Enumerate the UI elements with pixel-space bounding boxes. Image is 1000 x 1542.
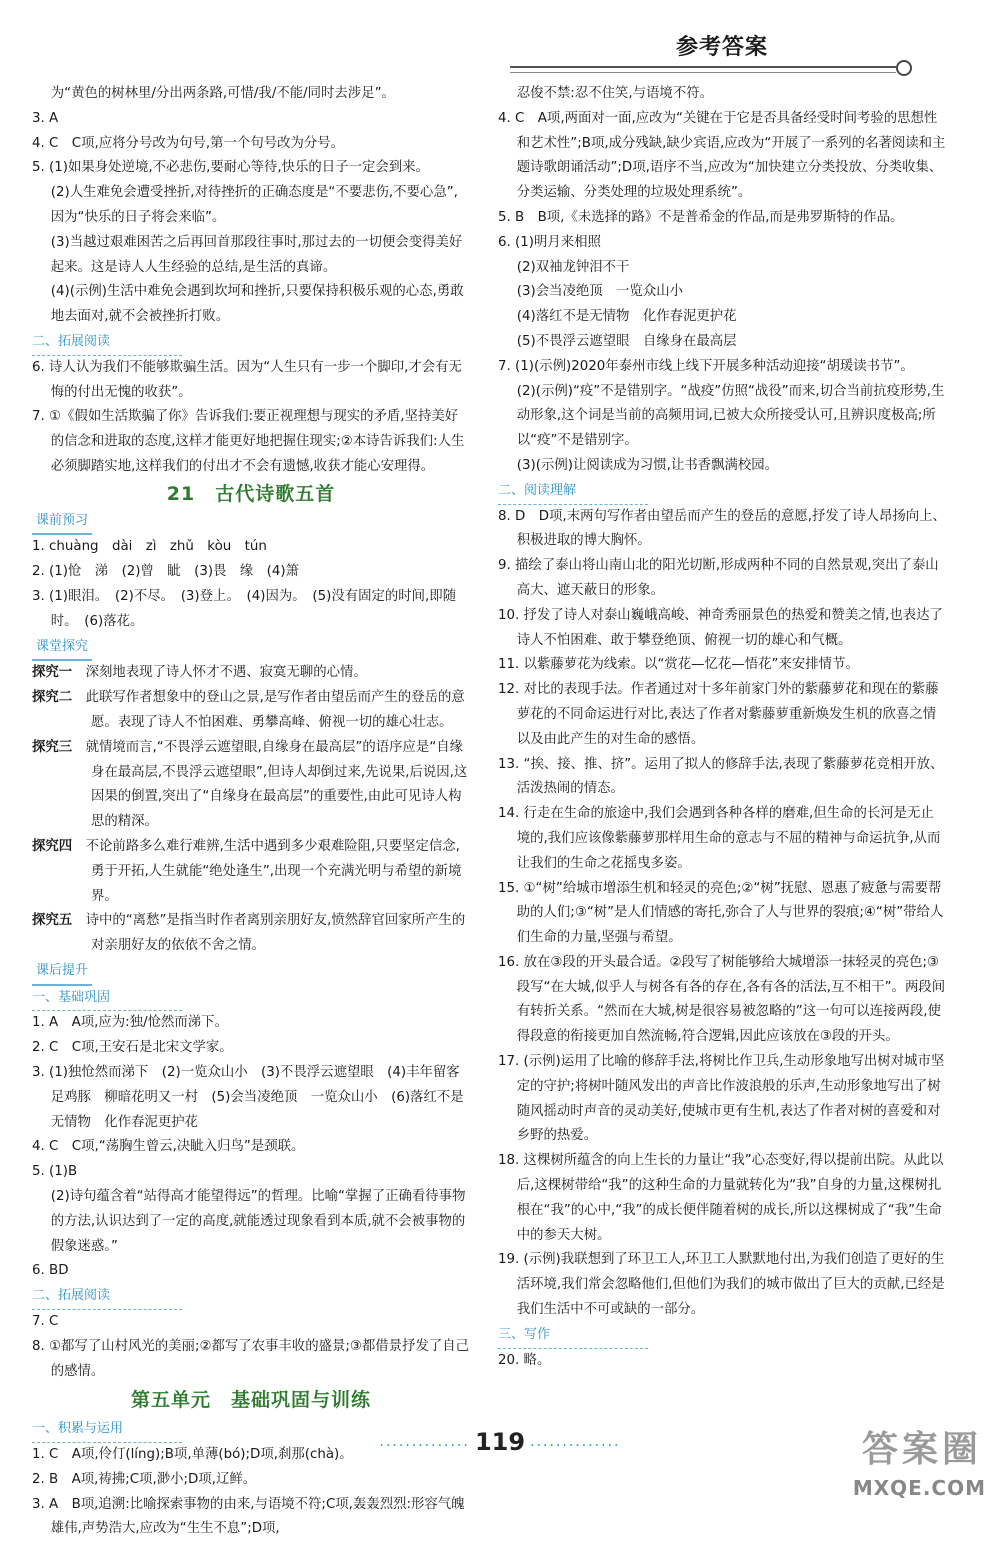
- answer-item: (3)当越过艰难困苦之后再回首那段往事时,那过去的一切便会变得美好起来。这是诗人人生经验的总结,是生活的真谛。: [50, 234, 463, 275]
- footer-dots-left: ··············: [379, 1438, 470, 1454]
- inquiry-answer: [32, 736, 470, 835]
- answer-item: 9. 描绘了泰山将山南山北的阳光切断,形成两种不同的自然景观,突出了泰山高大、遮天蔽日的形象。: [498, 558, 939, 598]
- answer-item: 8. ①都写了山村风光的美丽;②都写了农事丰收的盛景;③都借景抒发了自己的感情。: [32, 1338, 470, 1379]
- answer-item: 1. chuàng dài zì zhǔ kòu tún: [32, 539, 267, 555]
- header-rule-thin: [510, 72, 896, 73]
- answer-item: (2)(示例)“疫”不是错别字。“战疫”仿照“战役”而来,切合当前抗疫形势,生动形象,这个词是当前的高频用词,已被大众所接受认可,且辨识度极高;所以“疫”不是错别字。: [516, 383, 945, 449]
- answer-item: 17. (示例)运用了比喻的修辞手法,将树比作卫兵,生动形象地写出树对城市坚定的守护;将树叶随风发出的声音比作波浪般的乐声,生动形象地写出了树随风摇动时声音的灵动美好,使城市更有生机,表达了作者对树的喜爱和对乡野的热爱。: [498, 1054, 945, 1144]
- answer-item: 12. 对比的表现手法。作者通过对十多年前家门外的紫藤萝花和现在的紫藤萝花的不同命运进行对比,表达了作者对紫藤萝重新焕发生机的欣喜之情以及由此产生的对生命的感悟。: [498, 682, 939, 747]
- inquiry-label: 探究五: [32, 913, 73, 929]
- answer-item: (4)(示例)生活中难免会遇到坎坷和挫折,只要保持积极乐观的心态,勇敢地去面对,就不会被挫折打败。: [50, 284, 464, 325]
- answer-item: 10. 抒发了诗人对泰山巍峨高峻、神奇秀丽景色的热爱和赞美之情,也表达了诗人不怕困难、敢于攀登绝顶、俯视一切的雄心和气概。: [498, 607, 943, 648]
- inquiry-answer: [32, 909, 470, 959]
- answer-item: 4. C C项,应将分号改为句号,第一个句号改为分号。: [32, 135, 345, 151]
- answer-item: 11. 以紫藤萝花为线索。以“赏花—忆花—悟花”来安排情节。: [498, 657, 859, 673]
- subsection-tag: 课前预习: [32, 509, 92, 536]
- answer-item: 14. 行走在生命的旅途中,我们会遇到各种各样的磨难,但生命的长河是无止境的,我们应该像紫藤萝那样用生命的意志与不屈的精神与命运抗争,从而让我们的生命之花摇曳多姿。: [498, 806, 941, 871]
- answer-item: 3. A: [32, 110, 59, 126]
- section-heading: 一、积累与运用: [32, 1417, 182, 1443]
- inquiry-answer: [32, 835, 470, 909]
- answer-item: 3. (1)独怆然而涕下 (2)一览众山小 (3)不畏浮云遮望眼 (4)丰年留客足鸡豚 柳暗花明又一村 (5)会当凌绝顶 一览众山小 (6)落红不是无情物 化作春泥更护花: [32, 1065, 464, 1130]
- answer-item: (2)诗句蕴含着“站得高才能望得远”的哲理。比喻“掌握了正确看待事物的方法,认识达到了一定的高度,就能透过现象看到本质,就不会被事物的假象迷惑。”: [50, 1189, 466, 1254]
- answer-item: 5. (1)B: [32, 1164, 78, 1180]
- answer-item: 2. B A项,祷拂;C项,渺小;D项,辽鲜。: [32, 1471, 257, 1487]
- answer-item: (4)落红不是无情物 化作春泥更护花: [516, 309, 737, 325]
- answer-item: 3. A B项,追溯:比喻探索事物的由来,与语境不符;C项,轰轰烈烈:形容气魄雄伟,声势浩大,应改为“生生不息”;D项,: [32, 1496, 465, 1537]
- answer-item: 2. C C项,王安石是北宋文学家。: [32, 1040, 233, 1056]
- header-circle-ornament: [896, 60, 912, 76]
- inquiry-answer: [32, 686, 470, 736]
- watermark-text: MXQE.COM: [852, 1476, 986, 1500]
- answer-item: 1. A A项,应为:独/怆然而涕下。: [32, 1015, 228, 1031]
- inquiry-label: 探究二: [32, 690, 73, 706]
- answer-item: 1. C A项,伶仃(líng);B项,单薄(bó);D项,刹那(chà)。: [32, 1447, 353, 1463]
- inquiry-label: 探究一: [32, 665, 73, 681]
- answer-item: (2)人生难免会遭受挫折,对待挫折的正确态度是“不要悲伤,不要心急”,因为“快乐的日子将会来临”。: [50, 185, 458, 225]
- answer-item: 6. 诗人认为我们不能够欺骗生活。因为“人生只有一步一个脚印,才会有无悔的付出无愧的收获”。: [32, 359, 462, 400]
- answer-item: 5. B B项,《未选择的路》不是普希金的作品,而是弗罗斯特的作品。: [498, 209, 904, 225]
- page-header: [0, 30, 1000, 90]
- lesson-title: 21 古代诗歌五首: [166, 482, 336, 505]
- section-heading: 二、拓展阅读: [32, 330, 182, 356]
- answer-item: 7. ①《假如生活欺骗了你》告诉我们:要正视理想与现实的矛盾,坚持美好的信念和进取的态度,这样才能更好地把握住现实;②本诗告诉我们:人生必须脚踏实地,这样我们的付出才不会有遗憾,收获才能心安理得。: [32, 409, 465, 474]
- answer-item: 7. C: [32, 1314, 59, 1330]
- section-heading: 二、阅读理解: [498, 479, 648, 505]
- inquiry-label: 探究四: [32, 838, 73, 854]
- answer-item: 8. D D项,末两句写作者由望岳而产生的登岳的意愿,抒发了诗人昂扬向上、积极进取的博大胸怀。: [498, 508, 946, 549]
- answer-item: (2)双袖龙钟泪不干: [516, 259, 630, 275]
- inquiry-text: 不论前路多么难行难辨,生活中遇到多少艰难险阻,只要坚定信念,勇于开拓,人生就能“绝处逢生”,出现一个充满光明与希望的新境界。: [85, 838, 462, 904]
- answer-item: 为“黄色的树林里/分出两条路,可惜/我/不能/同时去涉足”。: [50, 86, 395, 101]
- answer-item: 忍俊不禁:忍不住笑,与语境不符。: [516, 86, 713, 101]
- answer-item: 3. (1)眼泪。 (2)不尽。 (3)登上。 (4)因为。 (5)没有固定的时间,即随时。 (6)落花。: [32, 588, 457, 629]
- inquiry-text: 深刻地表现了诗人怀才不遇、寂寞无聊的心情。: [85, 665, 367, 681]
- left-column: [32, 82, 470, 1542]
- section-heading: 三、写作: [498, 1323, 648, 1349]
- answer-item: 13. “挨、接、推、挤”。运用了拟人的修辞手法,表现了紫藤萝花竞相开放、活泼热闹的情态。: [498, 756, 944, 797]
- section-heading: 一、基础巩固: [32, 986, 182, 1012]
- page-footer: [0, 1428, 1000, 1456]
- answer-item: 18. 这棵树所蕴含的向上生长的力量让“我”心态变好,得以提前出院。从此以后,这棵树带给“我”的这种生命的力量就转化为“我”自身的力量,这棵树扎根在“我”的心中,“我”的成长便伴随着树的成长,所以这棵树成了“我”生命中的参天大树。: [498, 1153, 944, 1243]
- answer-item: 20. 略。: [498, 1352, 551, 1368]
- inquiry-text: 就情境而言,“不畏浮云遮望眼,自缘身在最高层”的语序应是“自缘身在最高层,不畏浮云遮望眼”,但诗人却倒过来,先说果,后说因,这因果的倒置,突出了“自缘身在最高层”的重要性,由此可见诗人构思的精深。: [85, 739, 468, 830]
- answer-item: 2. (1)怆 涕 (2)曾 眦 (3)畏 缘 (4)箫: [32, 564, 299, 580]
- answer-item: 4. C C项,“荡胸生曾云,决眦入归鸟”是颈联。: [32, 1139, 305, 1155]
- answer-item: 6. (1)明月来相照: [498, 234, 601, 250]
- subsection-heading: [32, 509, 470, 536]
- answer-item: 7. (1)(示例)2020年泰州市线上线下开展多种活动迎接“胡瑗读书节”。: [498, 358, 914, 374]
- subsection-tag: 课堂探究: [32, 635, 92, 662]
- right-column: [498, 82, 946, 1373]
- answer-item: (3)(示例)让阅读成为习惯,让书香飘满校园。: [516, 457, 779, 473]
- answer-item: 19. (示例)我联想到了环卫工人,环卫工人默默地付出,为我们创造了更好的生活环境,我们常会忽略他们,但他们为我们的城市做出了巨大的贡献,已经是我们生活中不可或缺的一部分。: [498, 1252, 945, 1318]
- inquiry-answer: [32, 661, 470, 686]
- answer-item: (3)会当凌绝顶 一览众山小: [516, 284, 684, 300]
- unit-title: 第五单元 基础巩固与训练: [130, 1389, 371, 1412]
- header-rule: [510, 66, 896, 68]
- subsection-heading: [32, 635, 470, 662]
- section-heading: 二、拓展阅读: [32, 1284, 182, 1310]
- inquiry-text: 诗中的“离愁”是指当时作者离别亲朋好友,愤然辞官回家所产生的对亲朋好友的依依不舍之情。: [85, 913, 466, 954]
- page-number: 119: [474, 1428, 526, 1456]
- answer-item: 15. ①“树”给城市增添生机和轻灵的亮色;②“树”抚慰、恩惠了疲惫与需要帮助的人们;③“树”是人们情感的寄托,弥合了人与世界的裂痕;④“树”带给人们生命的力量,坚强与希望。: [498, 880, 944, 946]
- answer-item: 4. C A项,两面对一面,应改为“关键在于它是否具备经受时间考验的思想性和艺术性”;B项,成分残缺,缺少宾语,应改为“开展了一系列的名著阅读和主题诗歌朗诵活动”;D项,语序不当,应改为“加快建立分类投放、分类收集、分类运输、分类处理的垃圾处理系统”。: [498, 110, 946, 201]
- watermark-logo: 答案圈: [861, 1429, 982, 1470]
- header-title: 参考答案: [675, 35, 768, 60]
- answer-item: 5. (1)如果身处逆境,不必悲伤,要耐心等待,快乐的日子一定会到来。: [32, 160, 429, 176]
- inquiry-text: 此联写作者想象中的登山之景,是写作者由望岳而产生的登岳的意愿。表现了诗人不怕困难、勇攀高峰、俯视一切的雄心壮志。: [85, 690, 465, 730]
- subsection-tag: 课后提升: [32, 959, 92, 986]
- answer-item: (5)不畏浮云遮望眼 自缘身在最高层: [516, 333, 737, 349]
- answer-item: 16. 放在③段的开头最合适。②段写了树能够给大城增添一抹轻灵的亮色;③段写“在大城,似乎人与树各有各的存在,各有各的活法,互不相干”。两段间有转折关系。“然而在大城,树是很容易被忽略的”这一句可以连接两段,使得段意的衔接更加自然流畅,符合逻辑,因此应该放在③段的开头。: [498, 954, 946, 1045]
- footer-dots-right: ··············: [530, 1438, 621, 1454]
- subsection-heading: [32, 959, 470, 986]
- answer-item: 6. BD: [32, 1263, 69, 1279]
- inquiry-label: 探究三: [32, 739, 73, 755]
